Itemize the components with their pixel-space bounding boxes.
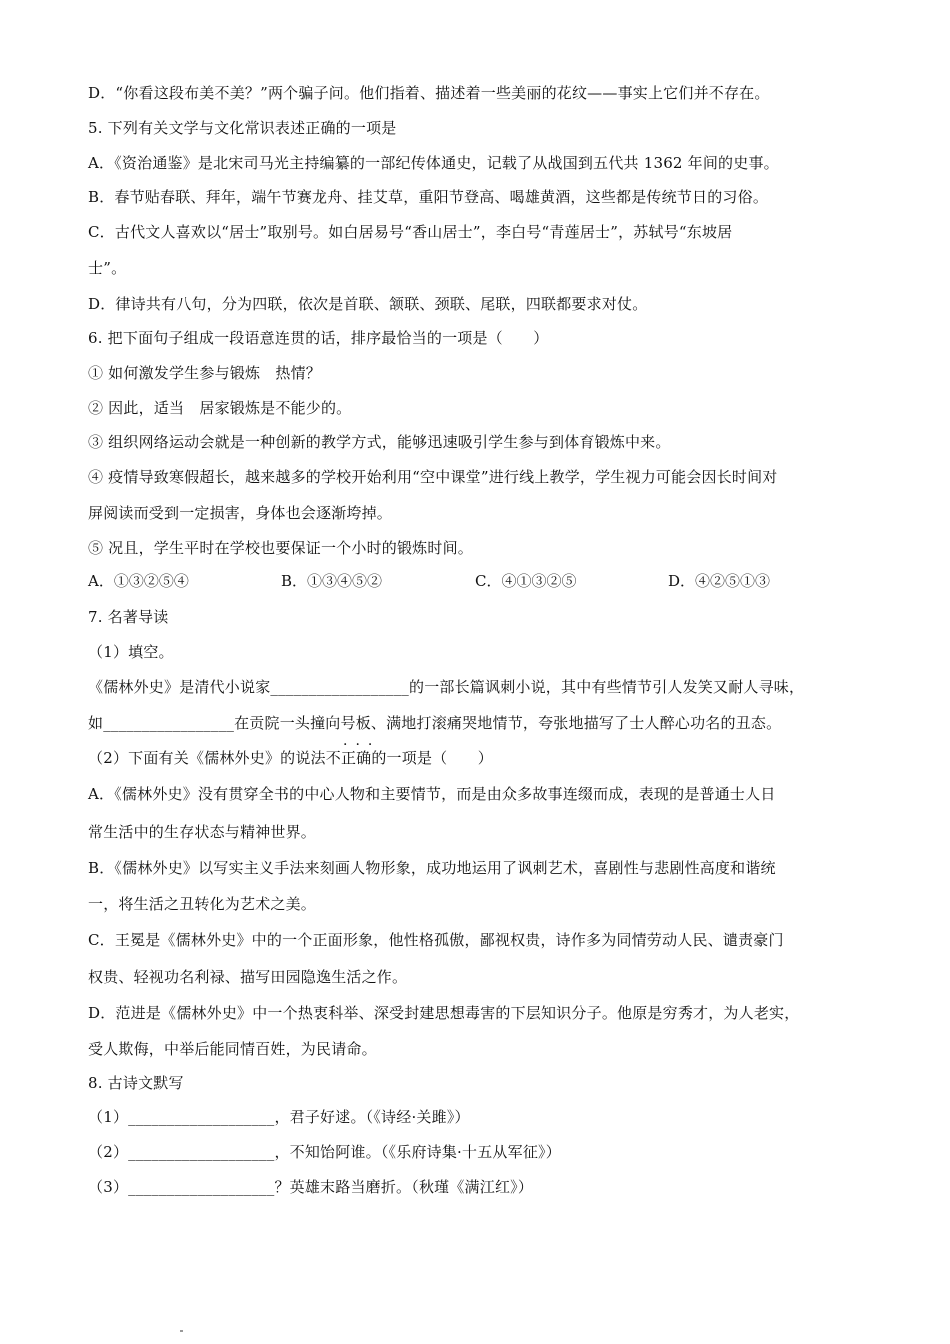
q4-option-d: D．“你看这段布美不美？”两个骗子问。他们指着、描述着一些美丽的花纹——事实上它们并不存在。 (88, 84, 770, 102)
emphasis-dots: ··· (343, 737, 381, 753)
q7-part1-line2: 如_________________在贡院一头撞向号板、满地打滚痛哭地情节，夸张地描写了士人醉心功名的丑态。 (88, 714, 782, 732)
q5-option-b: B．春节贴春联、拜年，端午节赛龙舟、挂艾草，重阳节登高、喝雄黄酒，这些都是传统节日的习俗。 (88, 188, 769, 206)
q7-stem: 7. 名著导读 (88, 608, 169, 626)
q7-option-d-line1: D．范进是《儒林外史》中一个热衷科举、深受封建思想毒害的下层知识分子。他原是穷秀才，为人老实， (88, 1004, 800, 1022)
q7-option-a-line1: A．《儒林外史》没有贯穿全书的中心人物和主要情节，而是由众多故事连缀而成，表现的是普通士人日 (88, 785, 776, 803)
q6-option-a: A．①③②⑤④ (88, 572, 189, 590)
q5-stem: 5. 下列有关文学与文化常识表述正确的一项是 (88, 119, 397, 137)
q6-option-b: B．①③④⑤② (281, 572, 383, 590)
q7-option-b-line1: B．《儒林外史》以写实主义手法来刻画人物形象，成功地运用了讽刺艺术，喜剧性与悲剧性高度和谐统 (88, 859, 776, 877)
q6-sentence-4-line2: 屏阅读而受到一定损害，身体也会逐渐垮掉。 (88, 504, 393, 522)
q5-option-c-line1: C．古代文人喜欢以“居士”取别号。如白居易号“香山居士”，李白号“青莲居士”，苏轼号“东坡居 (88, 223, 733, 241)
q7-option-a-line2: 常生活中的生存状态与精神世界。 (88, 823, 317, 841)
q5-option-c-line2: 士”。 (88, 259, 127, 277)
page-footer-mark (180, 1330, 183, 1332)
q8-stem: 8. 古诗文默写 (88, 1074, 184, 1092)
q6-sentence-1: ① 如何激发学生参与锻炼 热情？ (88, 364, 321, 382)
q7-option-b-line2: 一，将生活之丑转化为艺术之美。 (88, 895, 317, 913)
q6-sentence-4-line1: ④ 疫情导致寒假超长，越来越多的学校开始利用“空中课堂”进行线上教学，学生视力可能会因长时间对 (88, 468, 778, 486)
q5-option-a: A．《资治通鉴》是北宋司马光主持编纂的一部纪传体通史，记载了从战国到五代共 1362 年间的史事。 (88, 154, 779, 172)
q7-part1-line1: 《儒林外史》是清代小说家__________________的一部长篇讽刺小说，其中有些情节引人发笑又耐人寻味， (88, 678, 805, 696)
q6-sentence-3: ③ 组织网络运动会就是一种创新的教学方式，能够迅速吸引学生参与到体育锻炼中来。 (88, 433, 671, 451)
q7-part1-label: （1）填空。 (88, 643, 174, 661)
q8-item-3: （3）___________________？英雄末路当磨折。（秋瑾《满江红》） (88, 1178, 534, 1196)
q8-item-2: （2）___________________，不知饴阿谁。（《乐府诗集·十五从军征》） (88, 1143, 561, 1161)
q7-option-c-line2: 权贵、轻视功名利禄、描写田园隐逸生活之作。 (88, 968, 408, 986)
q7-part2-label: （2）下面有关《儒林外史》的说法不正确的一项是（ ） (88, 749, 493, 767)
q7-option-d-line2: 受人欺侮，中举后能同情百姓，为民请命。 (88, 1040, 377, 1058)
q5-option-d: D．律诗共有八句，分为四联，依次是首联、颔联、颈联、尾联，四联都要求对仗。 (88, 295, 648, 313)
q6-sentence-5: ⑤ 况且，学生平时在学校也要保证一个小时的锻炼时间。 (88, 539, 473, 557)
q6-stem: 6. 把下面句子组成一段语意连贯的话，排序最恰当的一项是（ ） (88, 329, 549, 347)
q6-sentence-2: ② 因此，适当 居家锻炼是不能少的。 (88, 399, 352, 417)
q8-item-1: （1）___________________，君子好逑。（《诗经·关雎》） (88, 1108, 470, 1126)
q7-option-c-line1: C．王冕是《儒林外史》中的一个正面形象，他性格孤傲，鄙视权贵，诗作多为同情劳动人民、谴责豪门 (88, 931, 784, 949)
q6-option-d: D．④②⑤①③ (668, 572, 771, 590)
q6-option-c: C．④①③②⑤ (475, 572, 577, 590)
